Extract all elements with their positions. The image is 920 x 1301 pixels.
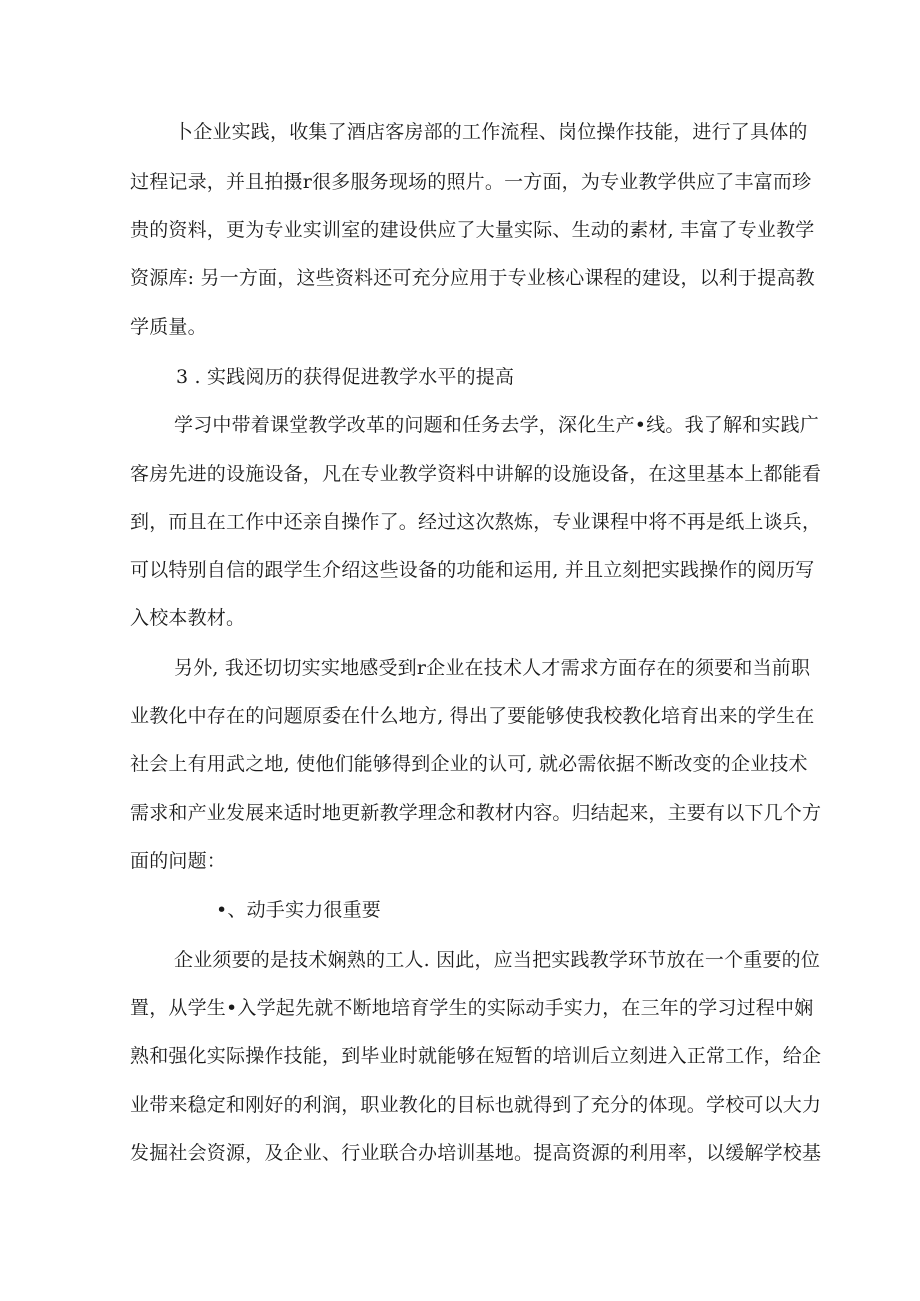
paragraph-1-line-5: 学质量。 bbox=[130, 316, 207, 338]
paragraph-4-line-3: 熟和强化实际操作技能，到毕业时就能够在短暂的培训后立刻进入正常工作，给企 bbox=[130, 1045, 822, 1067]
paragraph-3-line-5: 面的问题： bbox=[130, 850, 227, 872]
paragraph-2-line-4: 可以特别自信的跟学生介绍这些设备的功能和运用, 并且立刻把实践操作的阅历写 bbox=[130, 559, 815, 581]
paragraph-2-line-1: 学习中带着课堂教学改革的问题和任务去学，深化生产•线。我了解和实践广 bbox=[174, 414, 820, 436]
paragraph-1-line-1: 卜企业实践，收集了酒店客房部的工作流程、岗位操作技能，进行了具体的 bbox=[174, 121, 808, 143]
paragraph-3-line-1: 另外, 我还切切实实地感受到r企业在技术人才需求方面存在的须要和当前职 bbox=[174, 657, 811, 679]
subheading-1: •、动手实力很重要 bbox=[216, 899, 382, 921]
paragraph-2-line-3: 到，而且在工作中还亲自操作了。经过这次熬炼，专业课程中将不再是纸上谈兵， bbox=[130, 511, 822, 533]
paragraph-4-line-5: 发掘社会资源，及企业、行业联合办培训基地。提高资源的利用率，以缓解学校基 bbox=[130, 1142, 822, 1164]
paragraph-1-line-3: 贵的资料，更为专业实训室的建设供应了大量实际、生动的素材, 丰富了专业教学 bbox=[130, 219, 815, 241]
paragraph-3-line-4: 需求和产业发展来适时地更新教学理念和教材内容。归结起来，主要有以下几个方 bbox=[130, 802, 822, 824]
paragraph-4-line-1: 企业须要的是技术娴熟的工人. 因此，应当把实践教学环节放在一个重要的位 bbox=[174, 949, 821, 971]
paragraph-2-line-2: 客房先进的设施设备，凡在专业教学资料中讲解的设施设备，在这里基本上都能看 bbox=[130, 463, 822, 485]
paragraph-1-line-4: 资源库: 另一方面，这些资料还可充分应用于专业核心课程的建设，以利于提高教 bbox=[130, 267, 815, 289]
paragraph-3-line-2: 业教化中存在的问题原委在什么地方, 得出了要能够使我校教化培育出来的学生在 bbox=[130, 705, 815, 727]
paragraph-1-line-2: 过程记录，并且拍摄r很多服务现场的照片。一方面，为专业教学供应了丰富而珍 bbox=[130, 171, 812, 193]
section-heading-3: 3 . 实践阅历的获得促进教学水平的提高 bbox=[176, 366, 515, 388]
paragraph-4-line-2: 置，从学生•入学起先就不断地培育学生的实际动手实力，在三年的学习过程中娴 bbox=[130, 997, 814, 1019]
paragraph-3-line-3: 社会上有用武之地, 使他们能够得到企业的认可, 就必需依据不断改变的企业技术 bbox=[130, 753, 808, 775]
paragraph-2-line-5: 入校本教材。 bbox=[130, 607, 246, 629]
paragraph-4-line-4: 业带来稳定和刚好的利润，职业教化的目标也就得到了充分的体现。学校可以大力 bbox=[130, 1094, 822, 1116]
